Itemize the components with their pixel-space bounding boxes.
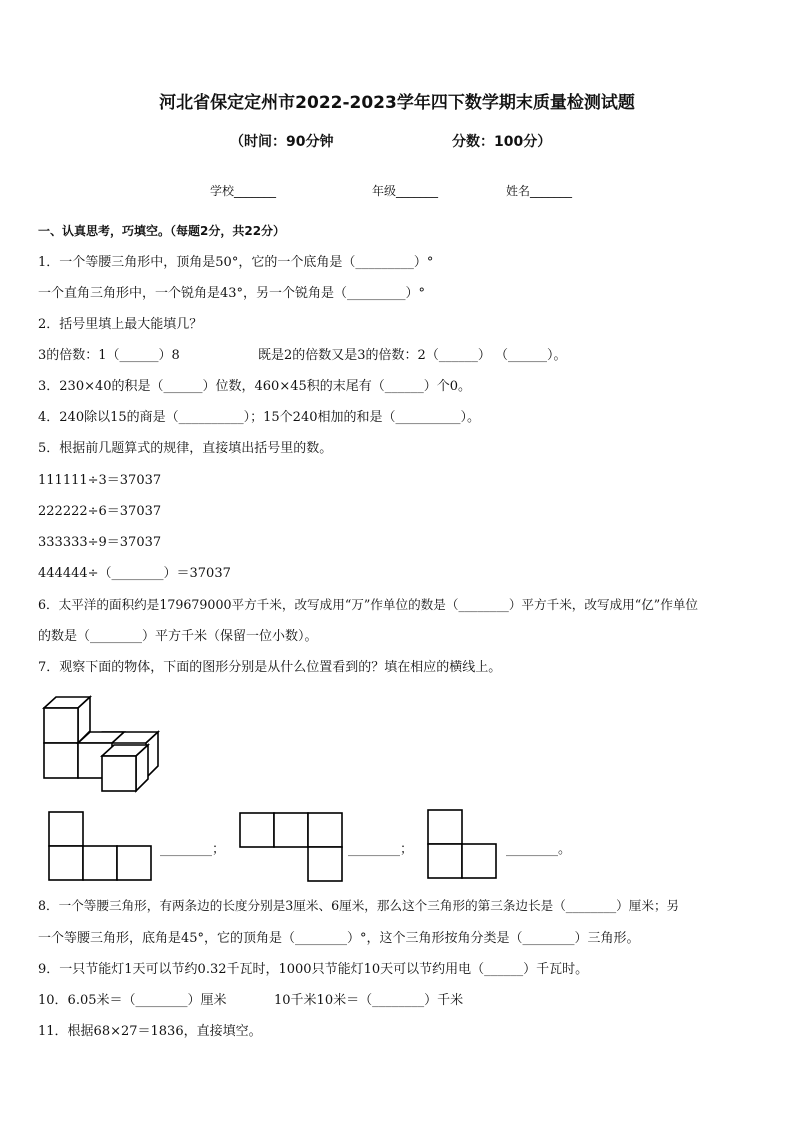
question-10a: 10．6.05米＝（________）厘米 [38,993,227,1008]
grade-field: 年级_______ [372,184,439,198]
question-5: 5．根据前几题算式的规律，直接填出括号里的数。 [38,441,333,456]
name-field: 姓名_______ [506,184,573,198]
page-title: 河北省保定定州市2022-2023学年四下数学期末质量检测试题 [159,93,635,113]
equation-2: 222222÷6＝37037 [38,504,162,519]
question-7: 7．观察下面的物体，下面的图形分别是从什么位置看到的？填在相应的横线上。 [38,660,502,675]
exam-score: 分数：100分） [452,134,552,150]
question-9: 9．一只节能灯1天可以节约0.32千瓦时，1000只节能灯10天可以节约用电（______）千瓦时。 [38,962,589,977]
equation-1: 111111÷3＝37037 [38,473,162,488]
question-1b: 一个直角三角形中，一个锐角是43°，另一个锐角是（_________）° [38,286,426,301]
question-10b: 10千米10米＝（________）千米 [274,993,464,1008]
equation-3: 333333÷9＝37037 [38,535,162,550]
question-8b: 一个等腰三角形，底角是45°，它的顶角是（________）°，这个三角形按角分类是（________）三角形。 [38,931,640,946]
view-1-blank[interactable]: ________； [160,842,226,857]
question-3: 3．230×40的积是（______）位数，460×45积的末尾有（______）个0。 [38,379,472,394]
question-2: 2．括号里填上最大能填几？ [38,317,203,332]
view-3-blank[interactable]: ________。 [506,842,572,857]
question-6a: 6．太平洋的面积约是179679000平方千米，改写成用“万”作单位的数是（________）平方千米，改写成用“亿”作单位 [38,597,699,612]
question-2b: 既是2的倍数又是3的倍数：2（______） （______）。 [258,348,567,363]
question-11: 11．根据68×27＝1836，直接填空。 [38,1024,262,1039]
question-6b: 的数是（________）平方千米（保留一位小数）。 [38,629,318,644]
section-heading: 一、认真思考，巧填空。（每题2分，共22分） [38,224,286,238]
exam-time: （时间：90分钟 [230,134,334,150]
question-1a: 1．一个等腰三角形中，顶角是50°，它的一个底角是（_________）° [38,255,434,270]
question-2a: 3的倍数：1（______）8 [38,348,180,363]
question-8a: 8．一个等腰三角形，有两条边的长度分别是3厘米、6厘米，那么这个三角形的第三条边长是（________）厘米；另 [38,898,680,913]
equation-4: 444444÷（________）＝37037 [38,566,231,581]
school-field: 学校_______ [210,184,277,198]
question-4: 4．240除以15的商是（__________）；15个240相加的和是（__________）。 [38,410,480,425]
view-2-blank[interactable]: ________； [348,842,414,857]
